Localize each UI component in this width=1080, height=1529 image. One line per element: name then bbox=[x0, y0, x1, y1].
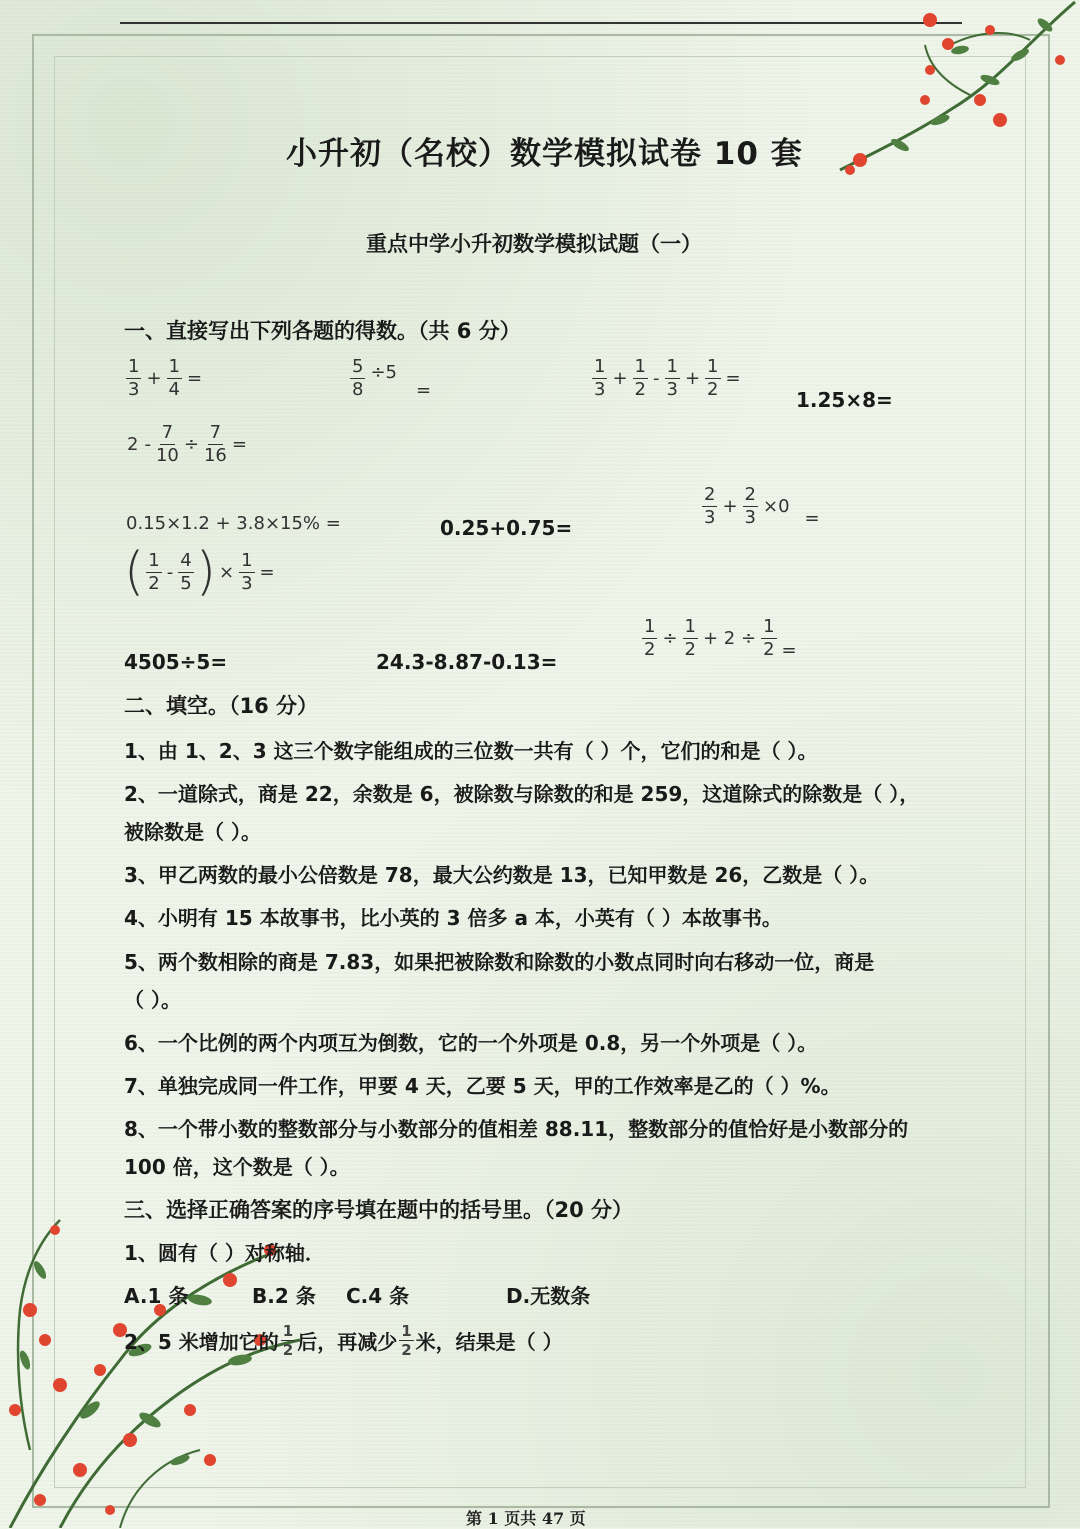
choice-option-c: C.4 条 bbox=[346, 1284, 410, 1308]
expression-2: $\frac{5}{8}$ ÷5= bbox=[352, 356, 432, 401]
expression-11: 24.3-8.87-0.13= bbox=[376, 650, 558, 674]
fill-item: （ ）。 bbox=[124, 988, 181, 1012]
expression-4: 1.25×8= bbox=[796, 388, 893, 412]
fill-item: 5、两个数相除的商是 7.83，如果把被除数和除数的小数点同时向右移动一位，商是 bbox=[124, 950, 875, 974]
expression-7: 0.25+0.75= bbox=[440, 516, 573, 540]
section-1-heading: 一、直接写出下列各题的得数。（共 6 分） bbox=[124, 319, 521, 343]
fill-item: 4、小明有 15 本故事书，比小英的 3 倍多 a 本，小英有（ ）本故事书。 bbox=[124, 906, 782, 930]
choice-question-1: 1、圆有（ ）对称轴． bbox=[124, 1241, 325, 1265]
choice-option-d: D.无数条 bbox=[506, 1284, 591, 1308]
expression-12: $\frac{1}{2}$ ÷ $\frac{1}{2}$ + 2 ÷ $\frac{1}{2}$ = bbox=[644, 616, 797, 661]
flower-branch-top-right-icon bbox=[830, 0, 1080, 190]
page-subtitle: 重点中学小升初数学模拟试题（一） bbox=[366, 232, 702, 256]
page-title: 小升初（名校）数学模拟试卷 10 套 bbox=[286, 136, 803, 172]
fill-item: 100 倍，这个数是（ ）。 bbox=[124, 1155, 350, 1179]
fill-item: 7、单独完成同一件工作，甲要 4 天，乙要 5 天，甲的工作效率是乙的（ ）%。 bbox=[124, 1074, 841, 1098]
choice-question-2: 2、5 米增加它的 $\frac{1}{2}$ 后，再减少 $\frac{1}{2}$ 米，结果是（ ） bbox=[124, 1322, 563, 1359]
choice-option-a: A.1 条 bbox=[124, 1284, 189, 1308]
fill-item: 被除数是（ ）。 bbox=[124, 820, 261, 844]
expression-5: 2 - $\frac{7}{10}$ ÷ $\frac{7}{16}$ = bbox=[127, 422, 247, 466]
expression-1: $\frac{1}{3}$ + $\frac{1}{4}$ = bbox=[128, 356, 203, 400]
fill-item: 1、由 1、2、3 这三个数字能组成的三位数一共有（ ）个，它们的和是（ ）。 bbox=[124, 739, 818, 763]
fill-item: 6、一个比例的两个内项互为倒数，它的一个外项是 0.8，另一个外项是（ ）。 bbox=[124, 1031, 818, 1055]
expression-6: 0.15×1.2 + 3.8×15% = bbox=[126, 513, 341, 534]
choice-option-b: B.2 条 bbox=[252, 1284, 316, 1308]
section-2-heading: 二、填空。（16 分） bbox=[124, 694, 319, 718]
page-number-footer: 第 1 页共 47 页 bbox=[466, 1509, 586, 1528]
expression-3: $\frac{1}{3}$ + $\frac{1}{2}$ - $\frac{1}{3}$ + $\frac{1}{2}$ = bbox=[594, 356, 741, 400]
expression-10: 4505÷5= bbox=[124, 650, 228, 674]
expression-9: ( $\frac{1}{2}$ - $\frac{4}{5}$ ) × $\frac{1}{3}$ = bbox=[124, 542, 275, 602]
fill-item: 3、甲乙两数的最小公倍数是 78，最大公约数是 13，已知甲数是 26，乙数是（ ）。 bbox=[124, 863, 880, 887]
fill-item: 8、一个带小数的整数部分与小数部分的值相差 88.11，整数部分的值恰好是小数部分的 bbox=[124, 1117, 909, 1141]
fill-item: 2、一道除式，商是 22，余数是 6，被除数与除数的和是 259，这道除式的除数是（ ）， bbox=[124, 782, 920, 806]
section-3-heading: 三、选择正确答案的序号填在题中的括号里。（20 分） bbox=[124, 1198, 634, 1222]
expression-8: $\frac{2}{3}$ + $\frac{2}{3}$ ×0= bbox=[704, 484, 820, 529]
